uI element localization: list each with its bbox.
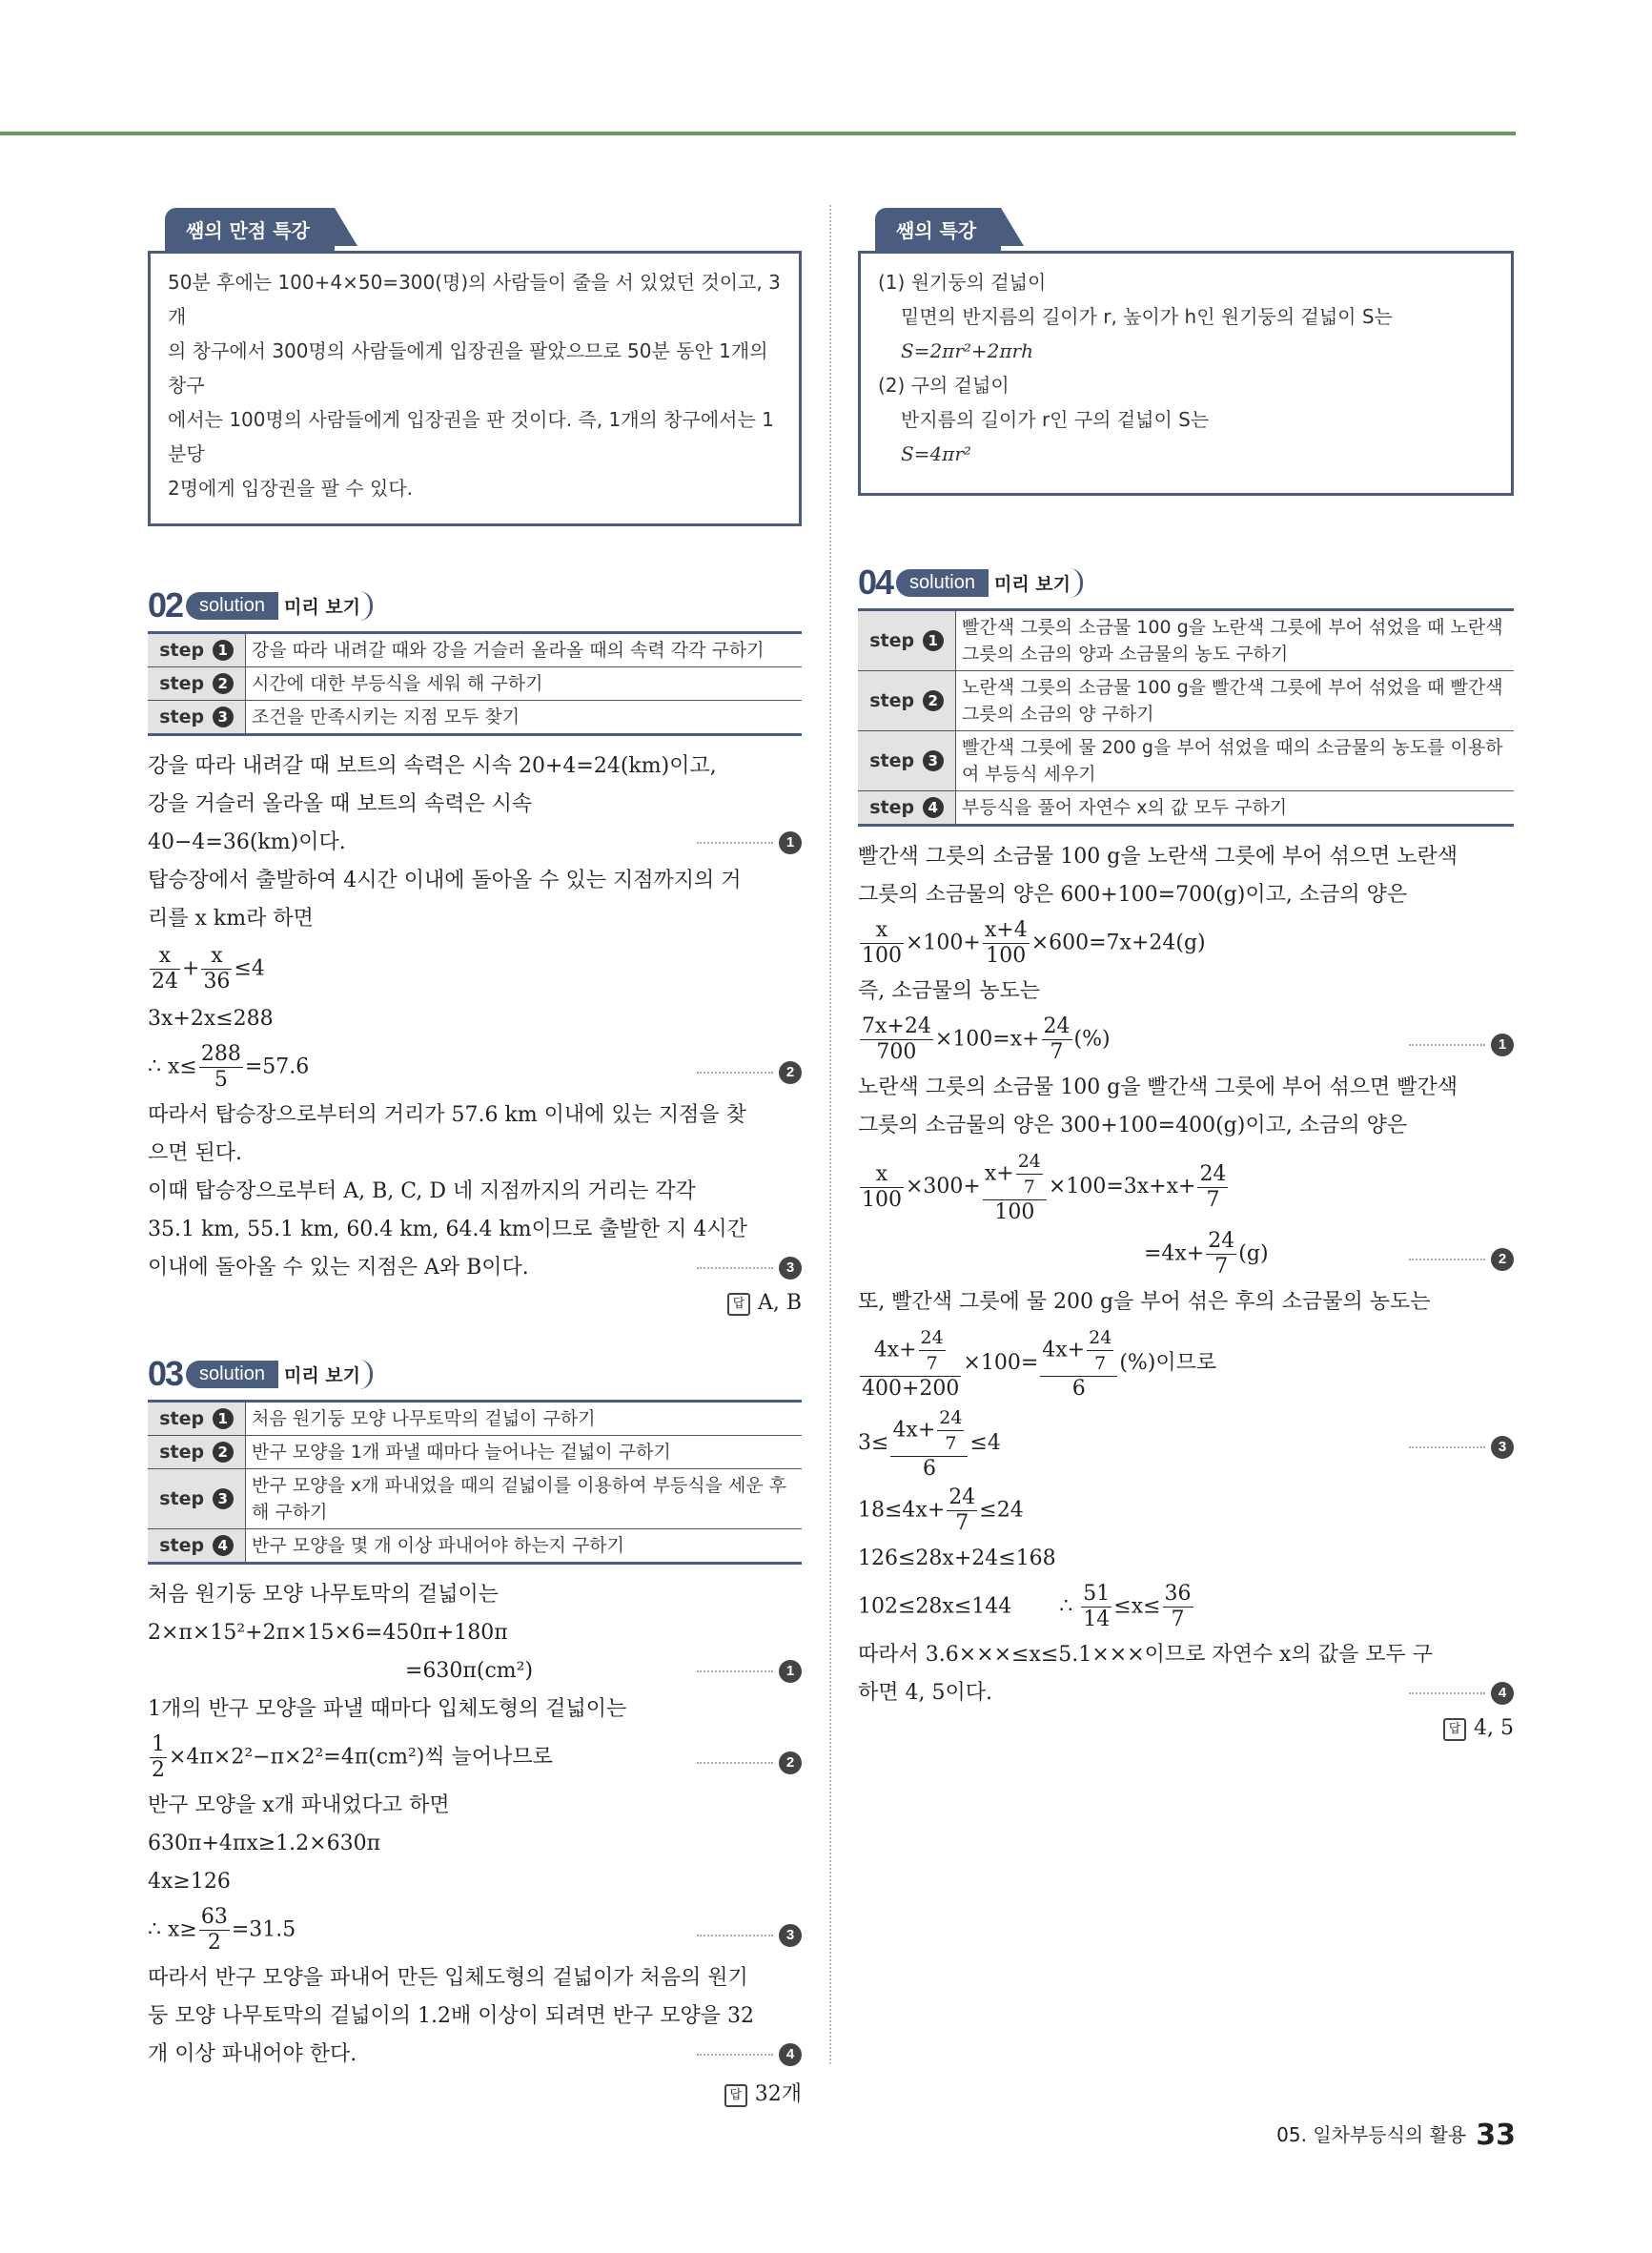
tip-title: 쌤의 만점 특강 <box>165 208 335 251</box>
step-marker: 4 <box>697 2036 802 2074</box>
equation: =4x+ $\frac{24}{7}$ (g) 2 <box>858 1229 1514 1280</box>
steps-table: step 1 처음 원기둥 모양 나무토막의 겉넓이 구하기 step 2 반구 모양을 1개 파낼 때마다 늘어나는 겉넓이 구하기 step 3 반구 모양을 x개 파내었을 때의 겉넓이를 이용하여 부등식을 세운 후 해 구하기 step 4 반구 모양을 몇 개 이상 파내어야 하는지 구하기 <box>148 1400 802 1565</box>
section-number: 03 <box>148 1354 183 1393</box>
equation: $\frac{1}{2}$ ×4π×2²−π×2²=4π(cm²)씩 늘어나므로 2 <box>148 1732 802 1783</box>
step-text: 노란색 그릇의 소금물 100 g을 빨간색 그릇에 부어 섞었을 때 빨간색 그릇의 소금의 양 구하기 <box>956 671 1515 731</box>
step-marker: 3 <box>697 1916 802 1955</box>
solution-body: 빨간색 그릇의 소금물 100 g을 노란색 그릇에 부어 섞으면 노란색 그릇의 소금물의 양은 600+100=700(g)이고, 소금의 양은 $\frac{x}{100}$ ×100+ $\frac{x+4}{100}$ ×600=7x+24(g) 즉, 소금물의 농도는 $\frac{7x+24}{700}$ ×100=x+ $\frac{24}{7}$ (%) 1 노란색 그릇의 소금물 100 g을 빨간색 그릇에 부어 섞으면 빨간색 그릇의 소금물의 양은 300+100=400(g)이고, 소금의 양은 $\frac{x}{100}$ ×300+ x+ $\frac{24}{7}$ 100 ×100=3x+x+ $\frac{24}{7}$ =4x+ $\frac{24}{7}$ (g) 2 또, 빨간색 그릇에 물 200 g을 부어 섞은 후의 소금물의 농도는 4x+ $\frac{24}{7}$ 400+200 ×100= 4x+ $\frac{24}{7}$ 6 (%)이므로 3≤ 4x+ $\frac{24}{7}$ 6 ≤4 3 18≤4x+ $\frac{24}{7}$ ≤24 126≤28x+24≤168 102≤28x≤144 ∴ $\frac{51}{14}$ ≤x≤ $\frac{36}{7}$ 따라서 3.6×××≤x≤5.1×××이므로 자연수 x의 값을 모두 구 하면 4, 5이다. 4 <box>858 838 1514 1712</box>
solution-pill: solution <box>186 1361 278 1388</box>
section-number: 02 <box>148 585 183 625</box>
tip-box-right: 쌤의 특강 (1) 원기둥의 겉넓이 밑면의 반지름의 길이가 r, 높이가 h인 원기둥의 겉넓이 S는 S=2πr²+2πrh (2) 구의 겉넓이 반지름의 길이가 r인 구의 겉넓이 S는 S=4πr² <box>858 208 1514 496</box>
section-04 <box>858 563 1514 1741</box>
step-marker: 3 <box>1409 1428 1514 1466</box>
page-number: 33 <box>1476 2119 1516 2152</box>
tip-line: 50분 후에는 100+4×50=300(명)의 사람들이 줄을 서 있었던 것이고, 3개 <box>168 271 781 328</box>
equation: 4x+ $\frac{24}{7}$ 400+200 ×100= 4x+ $\frac{24}{7}$ 6 (%)이므로 <box>862 1327 1217 1401</box>
section-03 <box>148 1354 802 2107</box>
equation: $\frac{7x+24}{700}$ ×100=x+ $\frac{24}{7}$ (%) 1 <box>858 1014 1514 1065</box>
left-column <box>148 208 802 2107</box>
equation: ∴ x≥ $\frac{63}{2}$ =31.5 3 <box>148 1905 802 1956</box>
tip-box-left <box>148 208 802 526</box>
preview-label: 미리 보기 <box>278 1360 373 1389</box>
page-footer <box>1276 2119 1516 2152</box>
section-number: 04 <box>858 563 893 602</box>
steps-table: step 1 빨간색 그릇의 소금물 100 g을 노란색 그릇에 부어 섞었을 때 노란색 그릇의 소금의 양과 소금물의 농도 구하기 step 2 노란색 그릇의 소금물 100 g을 빨간색 그릇에 부어 섞었을 때 빨간색 그릇의 소금의 양 구하기 step 3 빨간색 그릇에 물 200 g을 부어 섞었을 때의 소금물의 농도를 이용하여 부등식 세우기 step 4 부등식을 풀어 자연수 x의 값 모두 구하기 <box>858 608 1514 827</box>
step-marker: 2 <box>1409 1240 1514 1279</box>
answer: 답 4, 5 <box>858 1716 1514 1741</box>
answer: 답 A, B <box>148 1291 802 1316</box>
step-marker: 3 <box>697 1249 802 1287</box>
step-text: 처음 원기둥 모양 나무토막의 겉넓이 구하기 <box>246 1402 803 1436</box>
tip-line: 에서는 100명의 사람들에게 입장권을 판 것이다. 즉, 1개의 창구에서는 1분당 <box>168 408 774 465</box>
right-column <box>858 208 1514 1741</box>
step-marker: 1 <box>1409 1026 1514 1064</box>
step-text: 빨간색 그릇의 소금물 100 g을 노란색 그릇에 부어 섞었을 때 노란색 그릇의 소금의 양과 소금물의 농도 구하기 <box>956 610 1515 671</box>
equation: $\frac{x}{24}$ + $\frac{x}{36}$ ≤4 <box>152 944 265 993</box>
equation: ∴ x≤ $\frac{288}{5}$ =57.6 2 <box>148 1042 802 1093</box>
step-marker: 1 <box>697 1652 802 1690</box>
section-02 <box>148 585 802 1316</box>
step-text: 시간에 대한 부등식을 세워 해 구하기 <box>246 667 803 701</box>
column-divider <box>829 205 831 2064</box>
equation: $\frac{x}{100}$ ×100+ $\frac{x+4}{100}$ ×600=7x+24(g) <box>862 918 1206 968</box>
step-text: 부등식을 풀어 자연수 x의 값 모두 구하기 <box>956 791 1515 826</box>
equation: 102≤28x≤144 ∴ $\frac{51}{14}$ ≤x≤ $\frac{36}{7}$ <box>858 1582 1192 1631</box>
step-text: 반구 모양을 몇 개 이상 파내어야 하는지 구하기 <box>246 1529 803 1564</box>
solution-body: 처음 원기둥 모양 나무토막의 겉넓이는 2×π×15²+2π×15×6=450π+180π =630π(cm²) 1 1개의 반구 모양을 파낼 때마다 입체도형의 겉넓이는 $\frac{1}{2}$ ×4π×2²−π×2²=4π(cm²)씩 늘어나므로 2 반구 모양을 x개 파내었다고 하면 630π+4πx≥1.2×630π 4x≥126 ∴ x≥ $\frac{63}{2}$ =31.5 3 따라서 반구 모양을 파내어 만든 입체도형의 겉넓이가 처음의 원기 둥 모양 나무토막의 겉넓이의 1.2배 이상이 되려면 반구 모양을 32 개 이상 파내어야 한다. 4 <box>148 1576 802 2074</box>
step-text: 강을 따라 내려갈 때와 강을 거슬러 올라올 때의 속력 각각 구하기 <box>246 633 803 667</box>
step-text: 빨간색 그릇에 물 200 g을 부어 섞었을 때의 소금물의 농도를 이용하여 부등식 세우기 <box>956 731 1515 791</box>
answer: 답 32개 <box>148 2078 802 2107</box>
step-text: 조건을 만족시키는 지점 모두 찾기 <box>246 701 803 735</box>
solution-body: 강을 따라 내려갈 때 보트의 속력은 시속 20+4=24(km)이고, 강을 거슬러 올라올 때 보트의 속력은 시속 40−4=36(km)이다. 1 탑승장에서 출발하여 4시간 이내에 돌아올 수 있는 지점까지의 거 리를 x km라 하면 $\frac{x}{24}$ + $\frac{x}{36}$ ≤4 3x+2x≤288 ∴ x≤ $\frac{288}{5}$ =57.6 2 따라서 탑승장으로부터의 거리가 57.6 km 이내에 있는 지점을 찾 으면 된다. 이때 탑승장으로부터 A, B, C, D 네 지점까지의 거리는 각각 35.1 km, 55.1 km, 60.4 km, 64.4 km이므로 출발한 지 4시간 이내에 돌아올 수 있는 지점은 A와 B이다. 3 <box>148 748 802 1287</box>
top-rule <box>0 132 1516 135</box>
equation: $\frac{x}{100}$ ×300+ x+ $\frac{24}{7}$ 100 ×100=3x+x+ $\frac{24}{7}$ <box>862 1151 1227 1224</box>
tip-title: 쌤의 특강 <box>875 208 1001 251</box>
step-marker: 4 <box>1409 1674 1514 1712</box>
step-marker: 2 <box>697 1744 802 1782</box>
preview-label: 미리 보기 <box>989 568 1083 598</box>
step-text: 반구 모양을 1개 파낼 때마다 늘어나는 겉넓이 구하기 <box>246 1436 803 1469</box>
tip-line: 의 창구에서 300명의 사람들에게 입장권을 팔았으므로 50분 동안 1개의 창구 <box>168 339 768 397</box>
chapter-title: 05. 일차부등식의 활용 <box>1276 2123 1467 2146</box>
equation: 18≤4x+ $\frac{24}{7}$ ≤24 <box>858 1485 1024 1535</box>
solution-pill: solution <box>186 592 278 620</box>
steps-table: step 1 강을 따라 내려갈 때와 강을 거슬러 올라올 때의 속력 각각 구하기 step 2 시간에 대한 부등식을 세워 해 구하기 step 3 조건을 만족시키는 지점 모두 찾기 <box>148 631 802 736</box>
step-text: 반구 모양을 x개 파내었을 때의 겉넓이를 이용하여 부등식을 세운 후 해 구하기 <box>246 1469 803 1529</box>
tip-line: 2명에게 입장권을 팔 수 있다. <box>168 477 414 500</box>
solution-pill: solution <box>896 569 989 597</box>
equation: 3≤ 4x+ $\frac{24}{7}$ 6 ≤4 3 <box>858 1405 1514 1482</box>
step-marker: 2 <box>697 1054 802 1092</box>
preview-label: 미리 보기 <box>278 591 373 621</box>
step-marker: 1 <box>697 824 802 862</box>
